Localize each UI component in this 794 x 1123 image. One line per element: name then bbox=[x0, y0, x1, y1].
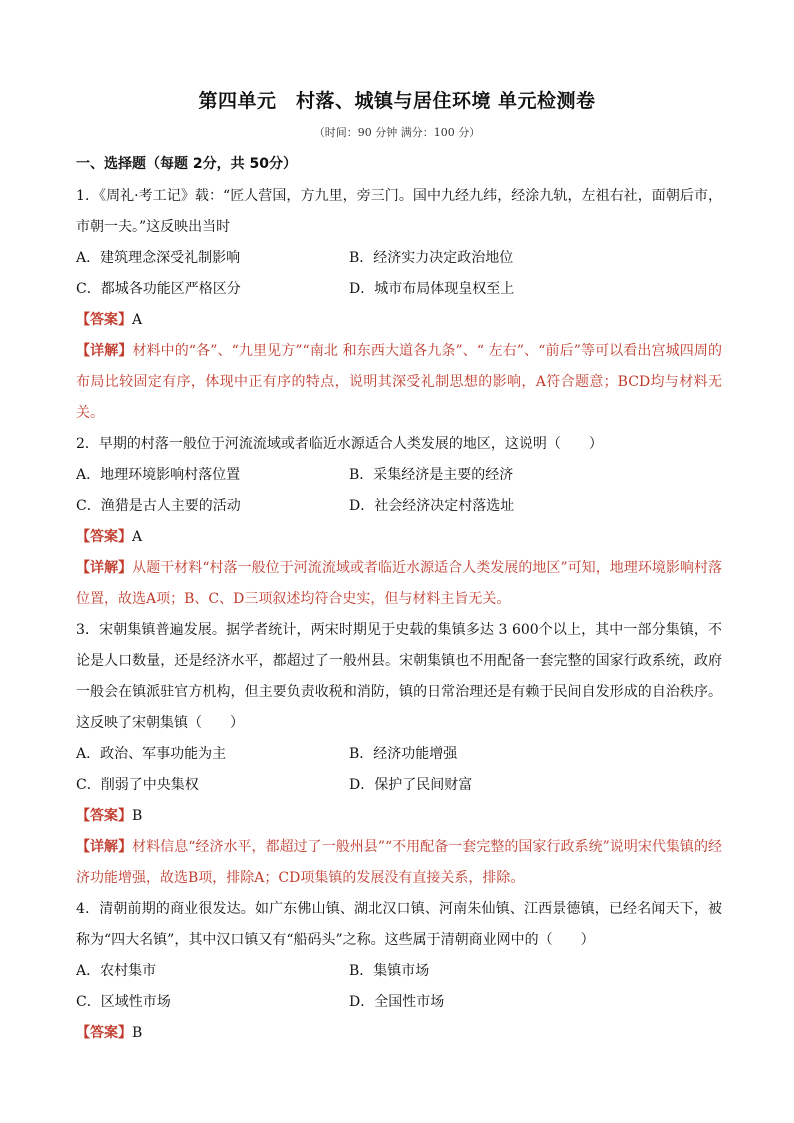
question-3 bbox=[76, 615, 722, 894]
detail-tag: 【详解】 bbox=[76, 560, 133, 576]
question-4 bbox=[76, 894, 722, 1049]
answer-line bbox=[76, 1018, 722, 1049]
answer-line bbox=[76, 522, 722, 553]
option-row bbox=[76, 491, 722, 522]
answer-value: A bbox=[132, 529, 143, 545]
detail-tag: 【详解】 bbox=[76, 343, 133, 359]
option-d: D．全国性市场 bbox=[349, 994, 445, 1010]
option-row bbox=[76, 739, 722, 770]
question-list bbox=[76, 181, 722, 1049]
option-a: A．地理环境影响村落位置 bbox=[76, 467, 241, 483]
option-d: D．城市布局体现皇权至上 bbox=[349, 281, 515, 297]
option-a: A．建筑理念深受礼制影响 bbox=[76, 250, 241, 266]
option-row bbox=[76, 987, 722, 1018]
answer-value: B bbox=[132, 808, 143, 824]
explanation-text: 材料中的“各”、“九里见方”“南北 和东西大道各九条”、“ 左右”、“前后”等可以看出宫城四周的布局比较固定有序，体现中正有序的特点，说明其深受礼制思想的影响，A符合题意；BCD均与材料无关。 bbox=[76, 343, 722, 421]
answer-tag: 【答案】 bbox=[76, 808, 132, 824]
section-heading: 一、选择题（每题 2分，共 50分） bbox=[76, 156, 297, 172]
option-b: B．经济实力决定政治地位 bbox=[349, 250, 514, 266]
option-c: C．都城各功能区严格区分 bbox=[76, 281, 241, 297]
option-c: C．区域性市场 bbox=[76, 994, 171, 1010]
option-a: A．农村集市 bbox=[76, 963, 157, 979]
option-c: C．渔猎是古人主要的活动 bbox=[76, 498, 241, 514]
option-d: D．社会经济决定村落选址 bbox=[349, 498, 515, 514]
page-title: 第四单元 村落、城镇与居住环境 单元检测卷 bbox=[198, 90, 596, 112]
option-b: B．集镇市场 bbox=[349, 963, 430, 979]
exam-info: （时间：90 分钟 满分：100 分） bbox=[313, 126, 481, 139]
answer-value: A bbox=[132, 312, 143, 328]
answer-tag: 【答案】 bbox=[76, 312, 132, 328]
option-a: A．政治、军事功能为主 bbox=[76, 746, 227, 762]
answer-line bbox=[76, 801, 722, 832]
question-1 bbox=[76, 181, 722, 429]
answer-line bbox=[76, 305, 722, 336]
question-2 bbox=[76, 429, 722, 615]
detail-tag: 【详解】 bbox=[76, 839, 133, 855]
answer-tag: 【答案】 bbox=[76, 529, 132, 545]
explanation-text: 从题干材料“村落一般位于河流流域或者临近水源适合人类发展的地区”可知，地理环境影响村落位置，故选A项；B、C、D三项叙述均符合史实，但与材料主旨无关。 bbox=[76, 560, 723, 607]
option-row bbox=[76, 770, 722, 801]
question-stem: 4．清朝前期的商业很发达。如广东佛山镇、湖北汉口镇、河南朱仙镇、江西景德镇，已经名闻天下，被称为“四大名镇”，其中汉口镇又有“船码头”之称。这些属于清朝商业网中的（ ） bbox=[76, 901, 722, 948]
explanation bbox=[76, 832, 722, 894]
option-d: D．保护了民间财富 bbox=[349, 777, 473, 793]
explanation bbox=[76, 336, 722, 429]
option-row bbox=[76, 274, 722, 305]
explanation-text: 材料信息“经济水平，都超过了一般州县”“不用配备一套完整的国家行政系统”说明宋代集镇的经济功能增强，故选B项，排除A；CD项集镇的发展没有直接关系，排除。 bbox=[76, 839, 722, 886]
question-stem: 1．《周礼·考工记》载：“匠人营国，方九里，旁三门。国中九经九纬，经涂九轨，左祖右社，面朝后市，市朝一夫。”这反映出当时 bbox=[76, 188, 722, 235]
option-b: B．经济功能增强 bbox=[349, 746, 458, 762]
option-row bbox=[76, 460, 722, 491]
question-stem: 3．宋朝集镇普遍发展。据学者统计，两宋时期见于史载的集镇多达 3 600个以上，其中一部分集镇，不论是人口数量，还是经济水平，都超过了一般州县。宋朝集镇也不用配备一套完整的国家行政系统，政府一般会在镇派驻官方机构，但主要负责收税和消防，镇的日常治理还是有赖于民间自发形成的自治秩序。这反映了宋朝集镇（ ） bbox=[76, 622, 722, 731]
question-stem: 2．早期的村落一般位于河流流域或者临近水源适合人类发展的地区，这说明（ ） bbox=[76, 436, 603, 452]
option-row bbox=[76, 243, 722, 274]
answer-value: B bbox=[132, 1025, 143, 1041]
option-row bbox=[76, 956, 722, 987]
option-c: C．削弱了中央集权 bbox=[76, 777, 199, 793]
answer-tag: 【答案】 bbox=[76, 1025, 132, 1041]
explanation bbox=[76, 553, 722, 615]
option-b: B．采集经济是主要的经济 bbox=[349, 467, 514, 483]
